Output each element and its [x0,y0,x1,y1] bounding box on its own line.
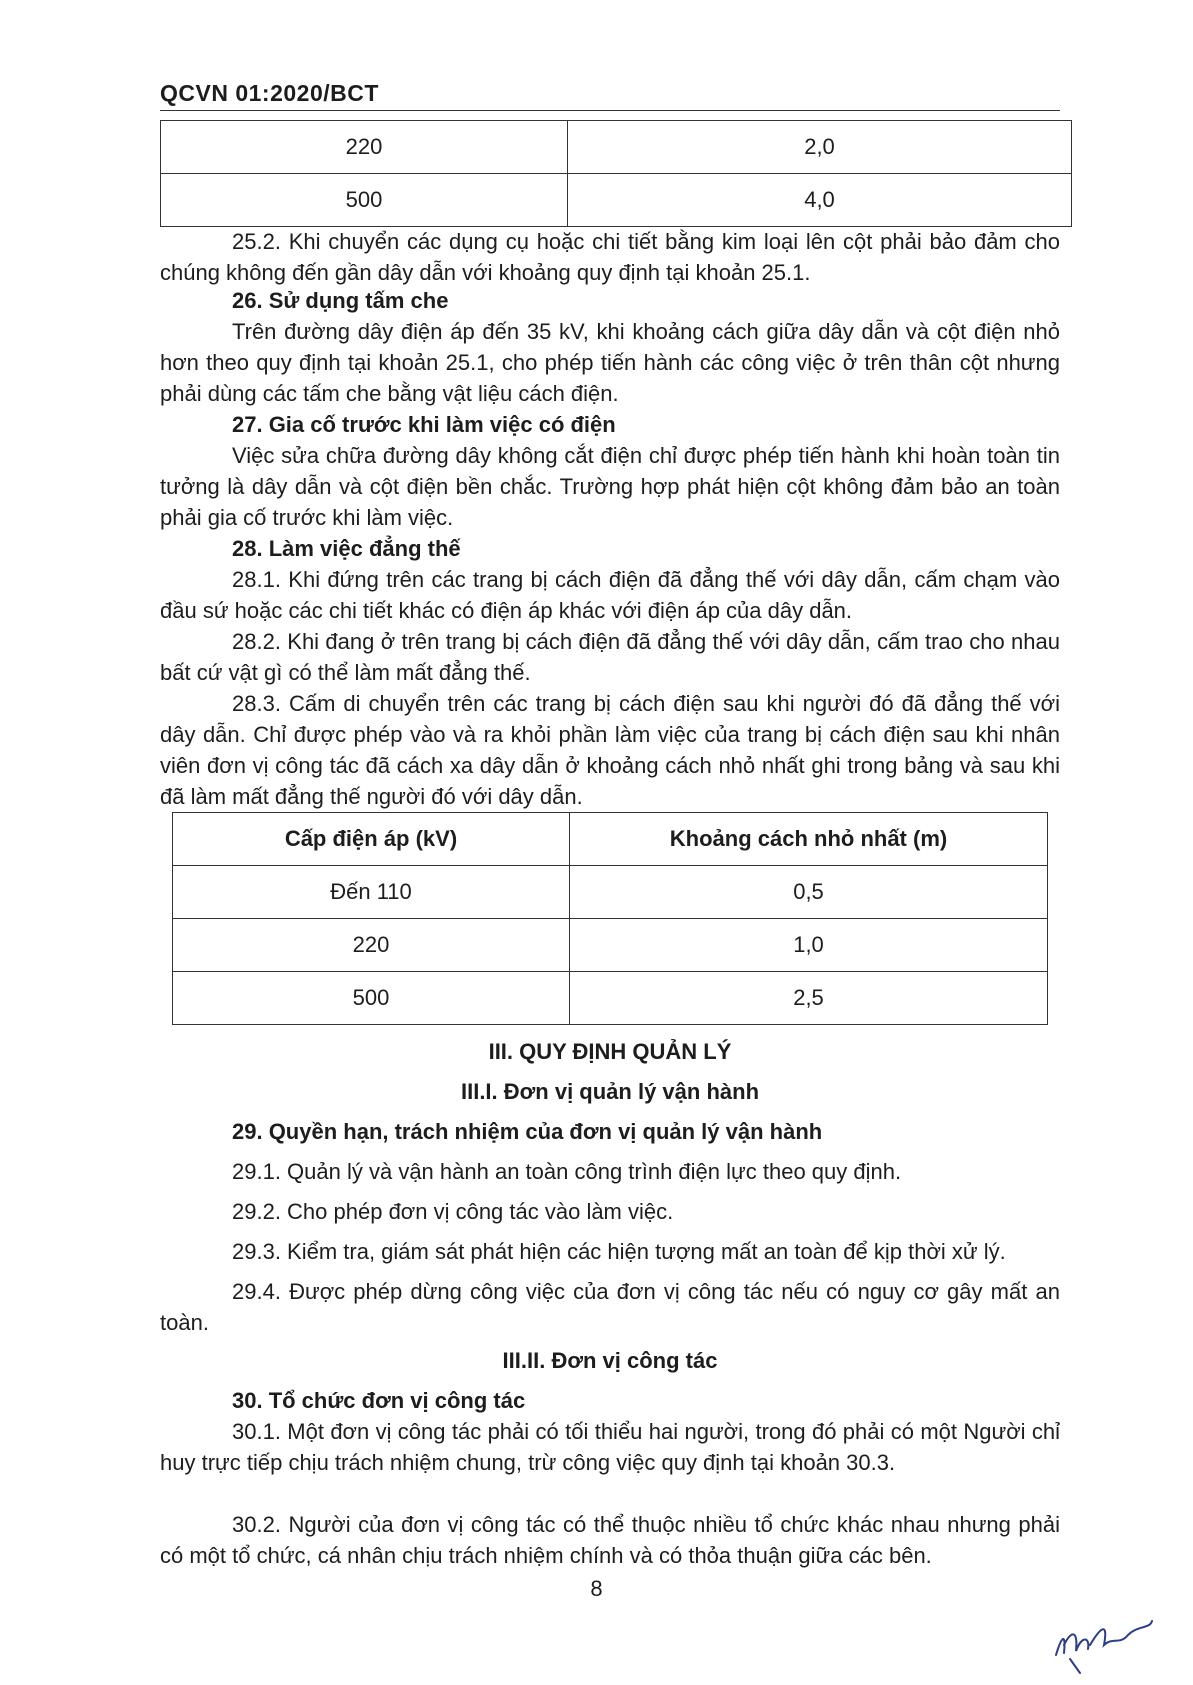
document-header: QCVN 01:2020/BCT [160,80,1060,111]
table-header-cell: Khoảng cách nhỏ nhất (m) [570,813,1048,866]
table-cell: Đến 110 [173,866,570,919]
page-number: 8 [590,1576,603,1601]
subsection-heading-3-2: III.II. Đơn vị công tác [502,1348,718,1373]
table-header-cell: Cấp điện áp (kV) [173,813,570,866]
paragraph-26: Trên đường dây điện áp đến 35 kV, khi khoảng cách giữa dây dẫn và cột điện nhỏ hơn theo quy định tại khoản 25.1, cho phép tiến hành các công việc ở trên thân cột nhưng phải dùng các tấm che bằng vật liệu cách điện. [160,319,1060,406]
table-header-row [173,813,1048,866]
table-cell: 2,5 [570,972,1048,1025]
paragraph-30-1: 30.1. Một đơn vị công tác phải có tối thiểu hai người, trong đó phải có một Người chỉ huy trực tiếp chịu trách nhiệm chung, trừ công việc quy định tại khoản 30.3. [160,1419,1060,1475]
table-cell: 220 [161,121,568,174]
heading-26: 26. Sử dụng tấm che [232,288,449,313]
table-cell: 500 [173,972,570,1025]
paragraph-27: Việc sửa chữa đường dây không cắt điện chỉ được phép tiến hành khi hoàn toàn tin tưởng là dây dẫn và cột điện bền chắc. Trường hợp phát hiện cột không đảm bảo an toàn phải gia cố trước khi làm việc. [160,443,1060,530]
paragraph-29-2: 29.2. Cho phép đơn vị công tác vào làm việc. [232,1199,674,1224]
signature-stroke [1056,1621,1152,1655]
subsection-heading-3-1: III.I. Đơn vị quản lý vận hành [460,1079,760,1104]
section-heading-3: III. QUY ĐỊNH QUẢN LÝ [488,1039,732,1064]
paragraph-29-3: 29.3. Kiểm tra, giám sát phát hiện các hiện tượng mất an toàn để kịp thời xử lý. [232,1239,1006,1264]
table-row [173,866,1048,919]
table-cell: 2,0 [568,121,1072,174]
table-cell: 1,0 [570,919,1048,972]
heading-30: 30. Tổ chức đơn vị công tác [232,1388,526,1413]
signature-stroke [1070,1659,1080,1673]
table-row [173,919,1048,972]
paragraph-29-4: 29.4. Được phép dừng công việc của đơn vị công tác nếu có nguy cơ gây mất an toàn. [160,1279,1060,1335]
handwritten-signature [1050,1615,1160,1675]
heading-27: 27. Gia cố trước khi làm việc có điện [232,412,616,437]
paragraph-28-2: 28.2. Khi đang ở trên trang bị cách điện đã đẳng thế với dây dẫn, cấm trao cho nhau bất cứ vật gì có thể làm mất đẳng thế. [160,629,1060,685]
table-cell: 500 [161,174,568,227]
paragraph-29-1: 29.1. Quản lý và vận hành an toàn công trình điện lực theo quy định. [232,1159,902,1184]
heading-28: 28. Làm việc đẳng thế [232,536,461,561]
paragraph-25-2: 25.2. Khi chuyển các dụng cụ hoặc chi tiết bằng kim loại lên cột phải bảo đảm cho chúng không đến gần dây dẫn với khoảng quy định tại khoản 25.1. [160,229,1060,285]
table-cell: 220 [173,919,570,972]
table-row [173,972,1048,1025]
paragraph-28-1: 28.1. Khi đứng trên các trang bị cách điện đã đẳng thế với dây dẫn, cấm chạm vào đầu sứ hoặc các chi tiết khác có điện áp khác với điện áp của dây dẫn. [160,567,1060,623]
heading-29: 29. Quyền hạn, trách nhiệm của đơn vị quản lý vận hành [232,1119,823,1144]
distance-table-top [160,120,1072,227]
table-cell: 0,5 [570,866,1048,919]
table-cell: 4,0 [568,174,1072,227]
paragraph-28-3: 28.3. Cấm di chuyển trên các trang bị cách điện sau khi người đó đã đẳng thế với dây dẫn. Chỉ được phép vào và ra khỏi phần làm việc của trang bị cách điện sau khi nhân viên đơn vị công tác đã cách xa dây dẫn ở khoảng cách nhỏ nhất ghi trong bảng và sau khi đã làm mất đẳng thế người đó với dây dẫn. [160,691,1060,809]
distance-table-equipotential [172,812,1048,1025]
table-row [161,174,1072,227]
paragraph-30-2: 30.2. Người của đơn vị công tác có thể thuộc nhiều tổ chức khác nhau nhưng phải có một tổ chức, cá nhân chịu trách nhiệm chính và có thỏa thuận giữa các bên. [160,1512,1060,1568]
table-row [161,121,1072,174]
